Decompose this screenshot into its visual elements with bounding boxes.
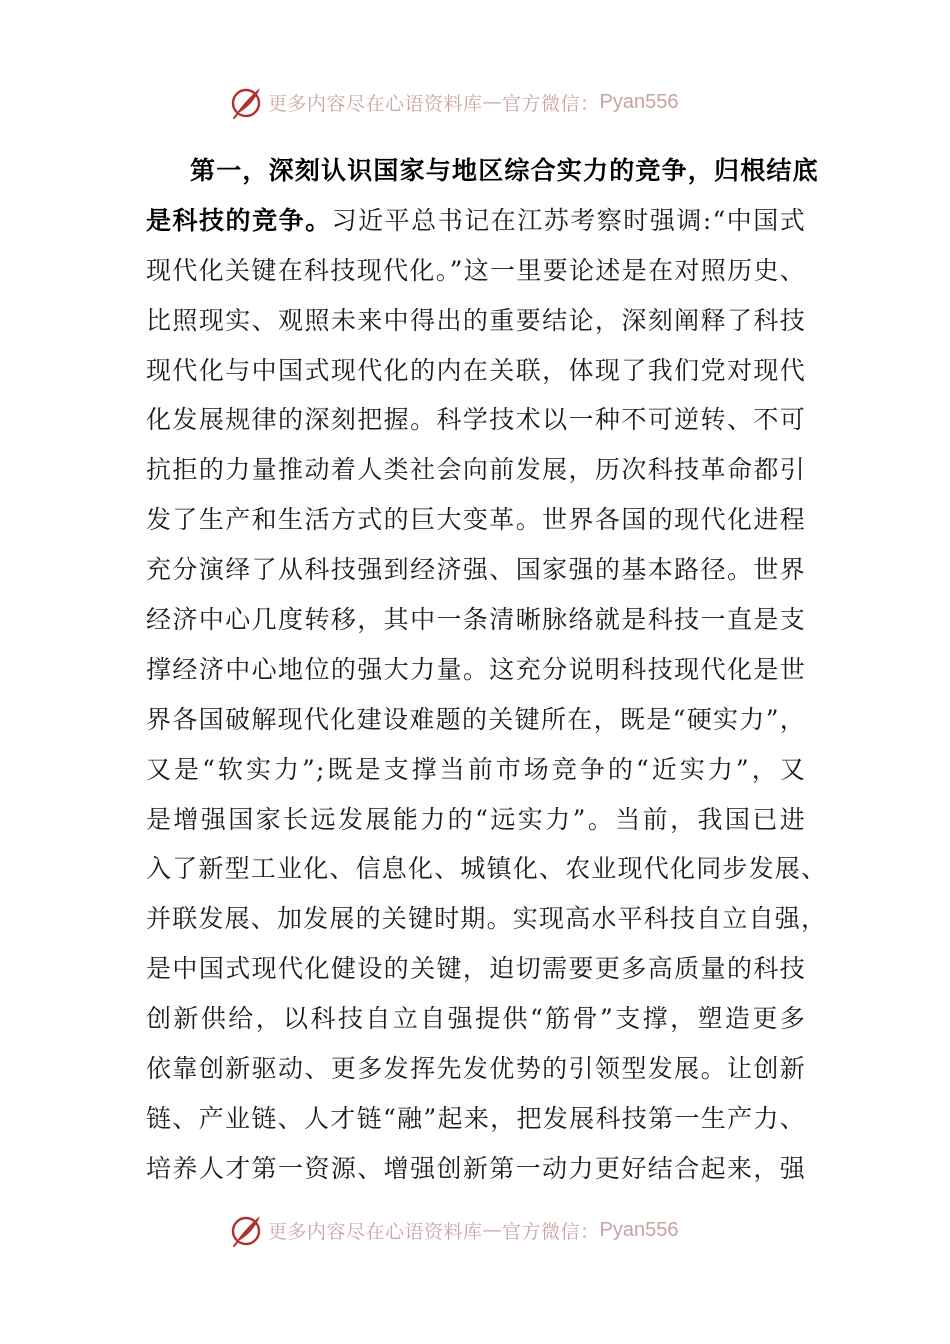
paragraph-line: 创新供给，以科技自立自强提供“筋骨”支撑，塑造更多 <box>146 1004 806 1034</box>
paragraph-line: 充分演绎了从科技强到经济强、国家强的基本路径。世界 <box>146 555 806 585</box>
paragraph-line: 发了生产和生活方式的巨大变革。世界各国的现代化进程 <box>146 505 806 535</box>
watermark-suffix: 官方微信： <box>502 1220 600 1243</box>
paragraph-line: 又是“软实力”;既是支撑当前市场竞争的“近实力”，又 <box>146 754 806 784</box>
paragraph-line: 入了新型工业化、信息化、城镇化、农业现代化同步发展、 <box>146 854 828 884</box>
watermark-wechat-id: Pyan556 <box>599 90 679 113</box>
paragraph-line: 是增强国家长远发展能力的“远实力”。当前，我国已进 <box>146 804 806 834</box>
paragraph-line-2-bold: 是科技的竞争。 <box>146 205 332 235</box>
watermark-prefix: 更多内容尽在心语资料库 <box>268 92 483 115</box>
paragraph-line: 依靠创新驱动、更多发挥先发优势的引领型发展。让创新 <box>146 1054 806 1084</box>
paragraph-line: 经济中心几度转移，其中一条清晰脉络就是科技一直是支 <box>146 605 806 635</box>
watermark-suffix: 官方微信： <box>502 92 600 115</box>
paragraph-line: 培养人才第一资源、增强创新第一动力更好结合起来，强 <box>146 1153 806 1183</box>
paragraph-line: 并联发展、加发展的关键时期。实现高水平科技自立自强， <box>146 904 828 934</box>
paragraph-line-2 <box>146 196 806 246</box>
quill-logo-icon <box>228 84 264 120</box>
watermark-prefix: 更多内容尽在心语资料库 <box>268 1220 483 1243</box>
watermark-header <box>228 82 748 122</box>
paragraph-line: 比照现实、观照未来中得出的重要结论，深刻阐释了科技 <box>146 305 806 335</box>
watermark-dash: — <box>482 1219 503 1241</box>
paragraph-line: 现代化与中国式现代化的内在关联，体现了我们党对现代 <box>146 355 806 385</box>
paragraph-line: 撑经济中心地位的强大力量。这充分说明科技现代化是世 <box>146 654 806 684</box>
watermark-wechat-id: Pyan556 <box>599 1218 679 1241</box>
paragraph-line: 化发展规律的深刻把握。科学技术以一种不可逆转、不可 <box>146 405 806 435</box>
paragraph-line: 界各国破解现代化建设难题的关键所在，既是“硬实力”， <box>146 704 806 734</box>
watermark-footer <box>228 1210 748 1250</box>
paragraph-line: 是中国式现代化健设的关键，迫切需要更多高质量的科技 <box>146 954 806 984</box>
quill-logo-icon <box>228 1212 264 1248</box>
paragraph-line: 抗拒的力量推动着人类社会向前发展，历次科技革命都引 <box>146 455 806 485</box>
paragraph-line-1-bold: 第一，深刻认识国家与地区综合实力的竞争，归根结底 <box>190 156 819 185</box>
watermark-dash: — <box>482 91 503 113</box>
paragraph-line: 链、产业链、人才链“融”起来，把发展科技第一生产力、 <box>146 1103 806 1133</box>
paragraph-line: 现代化关键在科技现代化。”这一里要论述是在对照历史、 <box>146 255 806 285</box>
paragraph-line-2-rest: 习近平总书记在江苏考察时强调:“中国式 <box>331 205 806 235</box>
body-paragraph <box>146 146 828 1194</box>
